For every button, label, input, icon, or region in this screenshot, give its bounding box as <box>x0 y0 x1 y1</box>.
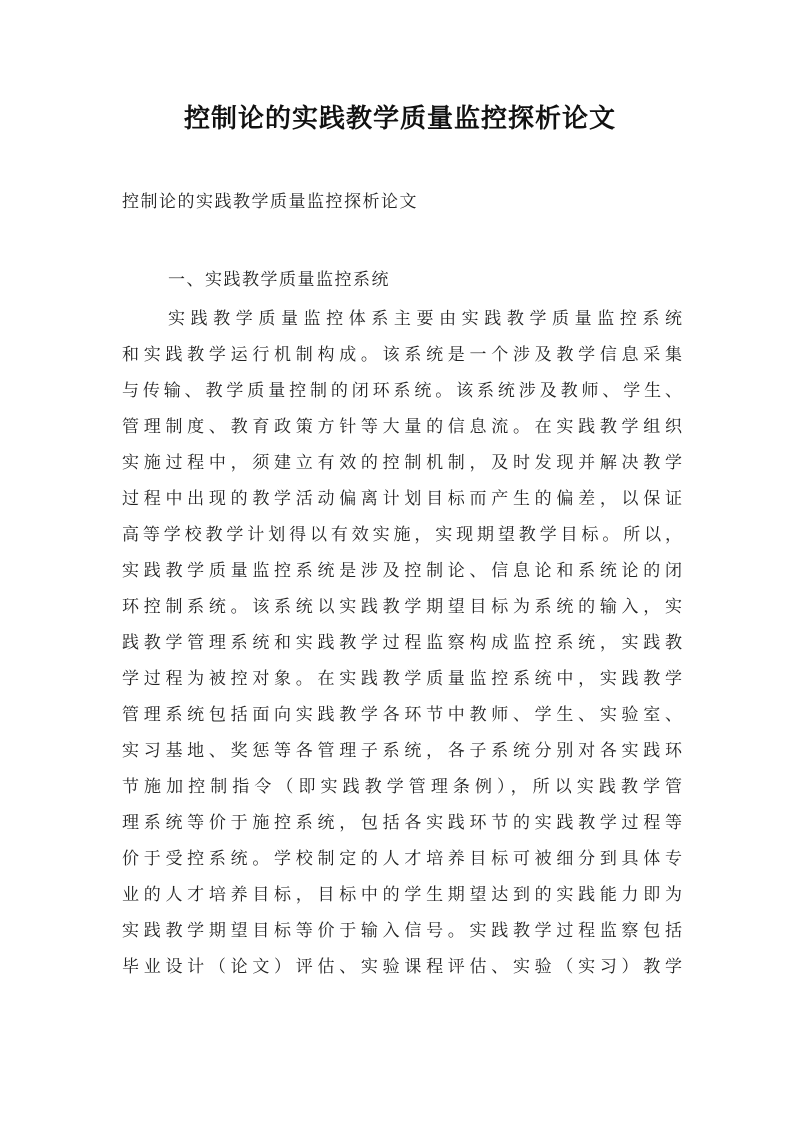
paragraph-body <box>122 301 682 985</box>
paragraph-line: 实践教学质量监控体系主要由实践教学质量监控系统 <box>168 309 682 329</box>
paragraph-line: 和实践教学运行机制构成。该系统是一个涉及教学信息采集 <box>122 345 682 365</box>
paragraph-line: 业的人才培养目标，目标中的学生期望达到的实践能力即为 <box>122 885 682 905</box>
paragraph-line: 实践教学期望目标等价于输入信号。实践教学过程监察包括 <box>122 921 682 941</box>
paragraph-line: 毕业设计（论文）评估、实验课程评估、实验（实习）教学 <box>122 957 682 977</box>
paragraph-line: 实践教学质量监控系统是涉及控制论、信息论和系统论的闭 <box>122 561 682 581</box>
paragraph-line: 践教学管理系统和实践教学过程监察构成监控系统，实践教 <box>122 633 682 653</box>
paragraph-line: 实习基地、奖惩等各管理子系统，各子系统分别对各实践环 <box>122 741 682 761</box>
paragraph-line: 管理制度、教育政策方针等大量的信息流。在实践教学组织 <box>122 417 682 437</box>
paragraph-line: 管理系统包括面向实践教学各环节中教师、学生、实验室、 <box>122 705 682 725</box>
paragraph-line: 高等学校教学计划得以有效实施，实现期望教学目标。所以， <box>122 525 682 545</box>
paragraph-line: 过程中出现的教学活动偏离计划目标而产生的偏差，以保证 <box>122 489 682 509</box>
paragraph-line: 价于受控系统。学校制定的人才培养目标可被细分到具体专 <box>122 849 682 869</box>
paragraph-line: 学过程为被控对象。在实践教学质量监控系统中，实践教学 <box>122 669 682 689</box>
paragraph-line: 节施加控制指令（即实践教学管理条例），所以实践教学管 <box>122 777 682 797</box>
paragraph-line: 与传输、教学质量控制的闭环系统。该系统涉及教师、学生、 <box>122 381 682 401</box>
paragraph-line: 实施过程中，须建立有效的控制机制，及时发现并解决教学 <box>122 453 682 473</box>
paragraph-line: 环控制系统。该系统以实践教学期望目标为系统的输入，实 <box>122 597 682 617</box>
document-subtitle: 控制论的实践教学质量监控探析论文 <box>122 192 418 212</box>
paragraph-line: 理系统等价于施控系统，包括各实践环节的实践教学过程等 <box>122 813 682 833</box>
document-title: 控制论的实践教学质量监控探析论文 <box>183 104 616 134</box>
section-heading: 一、实践教学质量监控系统 <box>168 270 390 290</box>
